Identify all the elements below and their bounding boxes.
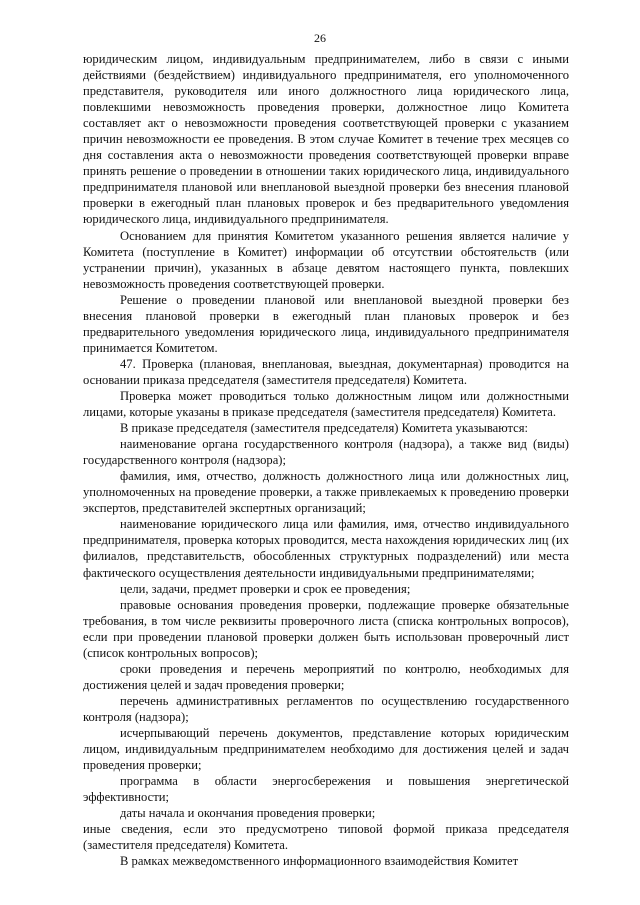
paragraph: правовые основания проведения проверки, подлежащие проверке обязательные требования, в том числе реквизиты проверочного листа (списка контрольных вопросов), если при проведении плановой проверки должен быть использован проверочный лист (список контрольных вопросов); [83,597,569,660]
paragraph: В рамках межведомственного информационного взаимодействия Комитет [120,854,519,869]
paragraph: Проверка может проводиться только должностным лицом или должностными лицами, которые указаны в приказе председателя (заместителя председателя) Комитета. [83,388,569,420]
paragraph: юридическим лицом, индивидуальным предпринимателем, либо в связи с иными действиями (бездействием) индивидуального предпринимателя, его уполномоченного представителя, руководителя или иного должностного лица юридического лица, повлекшими невозможность проведения проверки, должностное лицо Комитета составляет акт о невозможности проведения соответствующей проверки с указанием причин невозможности ее проведения. В этом случае Комитет в течение трех месяцев со дня составления акта о невозможности проведения соответствующей проверки вправе принять решение о проведении в отношении таких юридического лица, индивидуального предпринимателя плановой или внеплановой выездной проверки без внесения плановой проверки в ежегодный план плановых проверок и без предварительного уведомления юридического лица, индивидуального предпринимателя. [83,52,569,227]
paragraph: перечень административных регламентов по осуществлению государственного контроля (надзора); [83,693,569,724]
document-body [83,51,569,869]
paragraph: исчерпывающий перечень документов, представление которых юридическим лицом, индивидуальным предпринимателем необходимо для достижения целей и задач проведения проверки; [83,725,569,773]
paragraph: 47. Проверка (плановая, внеплановая, выездная, документарная) проводится на основании приказа председателя (заместителя председателя) Комитета. [83,356,569,387]
paragraph: наименование органа государственного контроля (надзора), а также вид (виды) государственного контроля (надзора); [83,437,569,468]
paragraph: сроки проведения и перечень мероприятий по контролю, необходимых для достижения целей и задач проведения проверки; [83,661,569,692]
paragraph: даты начала и окончания проведения проверки; [120,806,376,821]
paragraph: цели, задачи, предмет проверки и срок ее проведения; [120,581,411,596]
paragraph: Основанием для принятия Комитетом указанного решения является наличие у Комитета (поступление в Комитет) информации об отсутствии обстоятельств (или устранении причин), указанных в абзаце девятом настоящего пункта, повлекших невозможность проведения соответствующей проверки. [83,228,569,291]
paragraph: иные сведения, если это предусмотрено типовой формой приказа председателя (заместителя председателя) Комитета. [83,822,569,853]
paragraph: программа в области энергосбережения и повышения энергетической эффективности; [83,774,569,805]
page-number: 26 [314,31,326,45]
paragraph: Решение о проведении плановой или внеплановой выездной проверки без внесения плановой проверки в ежегодный план плановых проверок и без предварительного уведомления юридического лица, индивидуального предпринимателя принимается Комитетом. [83,292,569,355]
paragraph: фамилия, имя, отчество, должность должностного лица или должностных лиц, уполномоченных на проведение проверки, а также привлекаемых к проведению проверки экспертов, представителей экспертных организаций; [83,469,569,516]
paragraph: наименование юридического лица или фамилия, имя, отчество индивидуального предпринимателя, проверка которых проводится, места нахождения юридических лиц (их филиалов, представительств, обособленных структурных подразделений) или места фактического осуществления деятельности индивидуальными предпринимателями; [83,517,569,580]
paragraph: В приказе председателя (заместителя председателя) Комитета указываются: [120,421,529,436]
